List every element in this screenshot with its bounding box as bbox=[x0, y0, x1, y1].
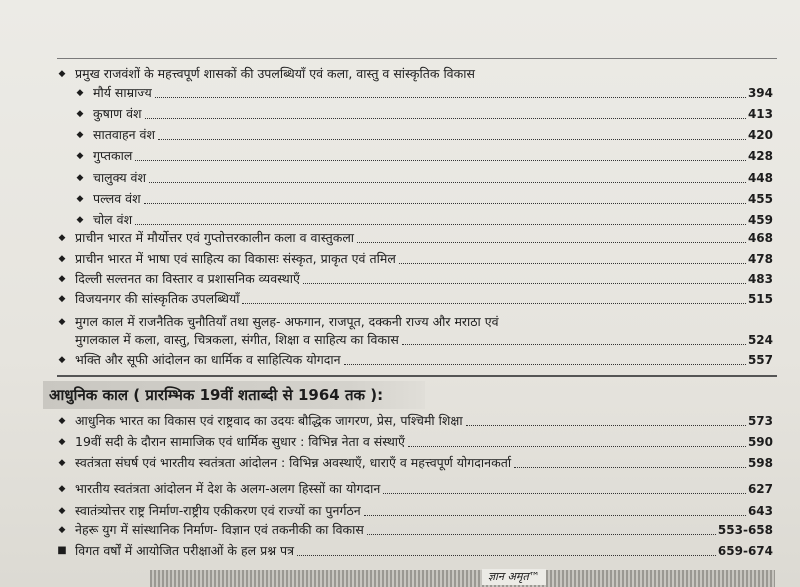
entry-title: चालुक्य वंश bbox=[93, 170, 147, 185]
page-number: 515 bbox=[747, 292, 773, 306]
page-number: 455 bbox=[747, 192, 773, 206]
page-number: 598 bbox=[747, 456, 773, 470]
dot-leader bbox=[408, 446, 746, 447]
page-number: 590 bbox=[747, 435, 773, 449]
publisher-logo: ज्ञान अमृत™ bbox=[482, 569, 546, 585]
diamond-bullet-icon: ◆ bbox=[76, 151, 84, 161]
diamond-bullet-icon: ◆ bbox=[58, 437, 66, 447]
entry-title: मौर्य साम्राज्य bbox=[93, 85, 152, 100]
dot-leader bbox=[364, 515, 746, 516]
dot-leader bbox=[383, 493, 746, 494]
page-number: 478 bbox=[747, 252, 773, 266]
dot-leader bbox=[145, 118, 746, 119]
square-bullet-icon: ■ bbox=[57, 545, 67, 556]
dot-leader bbox=[155, 97, 746, 98]
diamond-bullet-icon: ◆ bbox=[58, 294, 66, 304]
toc-entry bbox=[57, 291, 773, 307]
toc-entry-continuation bbox=[57, 332, 773, 348]
diamond-bullet-icon: ◆ bbox=[58, 484, 66, 494]
dot-leader bbox=[357, 242, 746, 243]
diamond-bullet-icon: ◆ bbox=[76, 173, 84, 183]
diamond-bullet-icon: ◆ bbox=[76, 215, 84, 225]
diamond-bullet-icon: ◆ bbox=[58, 274, 66, 284]
entry-title: भक्ति और सूफी आंदोलन का धार्मिक व साहित्यिक योगदान bbox=[75, 352, 341, 367]
diamond-bullet-icon: ◆ bbox=[58, 355, 66, 365]
entry-title: स्वतंत्रता संघर्ष एवं भारतीय स्वतंत्रता आंदोलन : विभिन्न अवस्थाएँ, धाराएँ व महत्त्वपूर्ण योगदानकर्ता bbox=[75, 455, 512, 470]
diamond-bullet-icon: ◆ bbox=[58, 458, 66, 468]
diamond-bullet-icon: ◆ bbox=[58, 506, 66, 516]
toc-subentry bbox=[75, 212, 773, 228]
diamond-bullet-icon: ◆ bbox=[58, 525, 66, 535]
entry-title: दिल्ली सल्तनत का विस्तार व प्रशासनिक व्यवस्थाएँ bbox=[75, 271, 300, 286]
section-title-modern: आधुनिक काल ( प्रारम्भिक 19वीं शताब्दी से 1964 तक ): bbox=[43, 381, 425, 409]
diamond-bullet-icon: ◆ bbox=[58, 416, 66, 426]
diamond-bullet-icon: ◆ bbox=[76, 88, 84, 98]
page-number: 627 bbox=[747, 482, 773, 496]
toc-entry bbox=[57, 230, 773, 246]
toc-subentry bbox=[75, 85, 773, 101]
toc-entry bbox=[57, 543, 773, 559]
entry-title: विजयनगर की सांस्कृतिक उपलब्धियाँ bbox=[75, 291, 240, 306]
toc-entry bbox=[57, 503, 773, 519]
top-divider bbox=[57, 58, 777, 59]
dot-leader bbox=[297, 555, 716, 556]
toc-entry bbox=[57, 434, 773, 450]
toc-entry bbox=[57, 251, 773, 267]
toc-entry bbox=[57, 352, 773, 368]
toc-entry bbox=[57, 522, 773, 538]
toc-entry bbox=[57, 66, 772, 82]
dot-leader bbox=[144, 203, 746, 204]
entry-title: प्राचीन भारत में मौर्योत्तर एवं गुप्तोत्तरकालीन कला व वास्तुकला bbox=[75, 230, 355, 245]
dot-leader bbox=[149, 182, 746, 183]
entry-title: मुगलकाल में कला, वास्तु, चित्रकला, संगीत, शिक्षा व साहित्य का विकास bbox=[75, 332, 399, 347]
page-number: 524 bbox=[747, 333, 773, 347]
dot-leader bbox=[158, 139, 746, 140]
toc-entry bbox=[57, 455, 773, 471]
page-number: 413 bbox=[747, 107, 773, 121]
page-number: 483 bbox=[747, 272, 773, 286]
toc-entry bbox=[57, 481, 773, 497]
toc-entry bbox=[57, 413, 773, 429]
dot-leader bbox=[135, 224, 746, 225]
diamond-bullet-icon: ◆ bbox=[58, 254, 66, 264]
dot-leader bbox=[303, 283, 746, 284]
page-number: 659-674 bbox=[717, 544, 773, 558]
page-number: 459 bbox=[747, 213, 773, 227]
toc-subentry bbox=[75, 106, 773, 122]
page-number: 428 bbox=[747, 149, 773, 163]
dot-leader bbox=[514, 467, 746, 468]
page-number: 557 bbox=[747, 353, 773, 367]
entry-title: पल्लव वंश bbox=[93, 191, 141, 206]
page-number: 553-658 bbox=[717, 523, 773, 537]
dot-leader bbox=[399, 263, 746, 264]
page-number: 394 bbox=[747, 86, 773, 100]
page-number: 448 bbox=[747, 171, 773, 185]
toc-entry bbox=[57, 314, 773, 330]
diamond-bullet-icon: ◆ bbox=[76, 130, 84, 140]
page-number: 643 bbox=[747, 504, 773, 518]
page-number: 420 bbox=[747, 128, 773, 142]
toc-entry bbox=[57, 271, 773, 287]
toc-subentry bbox=[75, 170, 773, 186]
entry-title: मुगल काल में राजनैतिक चुनौतियाँ तथा सुलह- अफगान, राजपूत, दक्कनी राज्य और मराठा एवं bbox=[75, 314, 499, 329]
dot-leader bbox=[402, 344, 746, 345]
toc-subentry bbox=[75, 191, 773, 207]
entry-title: कुषाण वंश bbox=[93, 106, 142, 121]
entry-title: स्वातंत्र्योत्तर राष्ट्र निर्माण-राष्ट्रीय एकीकरण एवं राज्यों का पुनर्गठन bbox=[75, 503, 361, 518]
section-divider bbox=[57, 375, 777, 377]
toc-subentry bbox=[75, 148, 773, 164]
toc-subentry bbox=[75, 127, 773, 143]
dot-leader bbox=[367, 534, 716, 535]
dot-leader bbox=[242, 303, 746, 304]
entry-title: 19वीं सदी के दौरान सामाजिक एवं धार्मिक सुधार : विभिन्न नेता व संस्थाएँ bbox=[75, 434, 405, 449]
entry-title: चोल वंश bbox=[93, 212, 133, 227]
entry-title: प्रमुख राजवंशों के महत्त्वपूर्ण शासकों की उपलब्धियाँ एवं कला, वास्तु व सांस्कृतिक विकास bbox=[75, 66, 475, 81]
diamond-bullet-icon: ◆ bbox=[58, 317, 66, 327]
diamond-bullet-icon: ◆ bbox=[58, 233, 66, 243]
dot-leader bbox=[466, 425, 746, 426]
diamond-bullet-icon: ◆ bbox=[76, 194, 84, 204]
dot-leader bbox=[135, 160, 746, 161]
page-number: 573 bbox=[747, 414, 773, 428]
entry-title: गुप्तकाल bbox=[93, 148, 133, 163]
footer-band bbox=[150, 570, 775, 587]
entry-title: नेहरू युग में सांस्थानिक निर्माण- विज्ञान एवं तकनीकी का विकास bbox=[75, 522, 364, 537]
entry-title: सातवाहन वंश bbox=[93, 127, 155, 142]
page-number: 468 bbox=[747, 231, 773, 245]
entry-title: प्राचीन भारत में भाषा एवं साहित्य का विकासः संस्कृत, प्राकृत एवं तमिल bbox=[75, 251, 396, 266]
entry-title: आधुनिक भारत का विकास एवं राष्ट्रवाद का उदयः बौद्धिक जागरण, प्रेस, पश्चिमी शिक्षा bbox=[75, 413, 463, 428]
diamond-bullet-icon: ◆ bbox=[58, 69, 66, 79]
entry-title: विगत वर्षों में आयोजित परीक्षाओं के हल प्रश्न पत्र bbox=[75, 543, 295, 558]
dot-leader bbox=[344, 364, 746, 365]
entry-title: भारतीय स्वतंत्रता आंदोलन में देश के अलग-अलग हिस्सों का योगदान bbox=[75, 481, 381, 496]
diamond-bullet-icon: ◆ bbox=[76, 109, 84, 119]
